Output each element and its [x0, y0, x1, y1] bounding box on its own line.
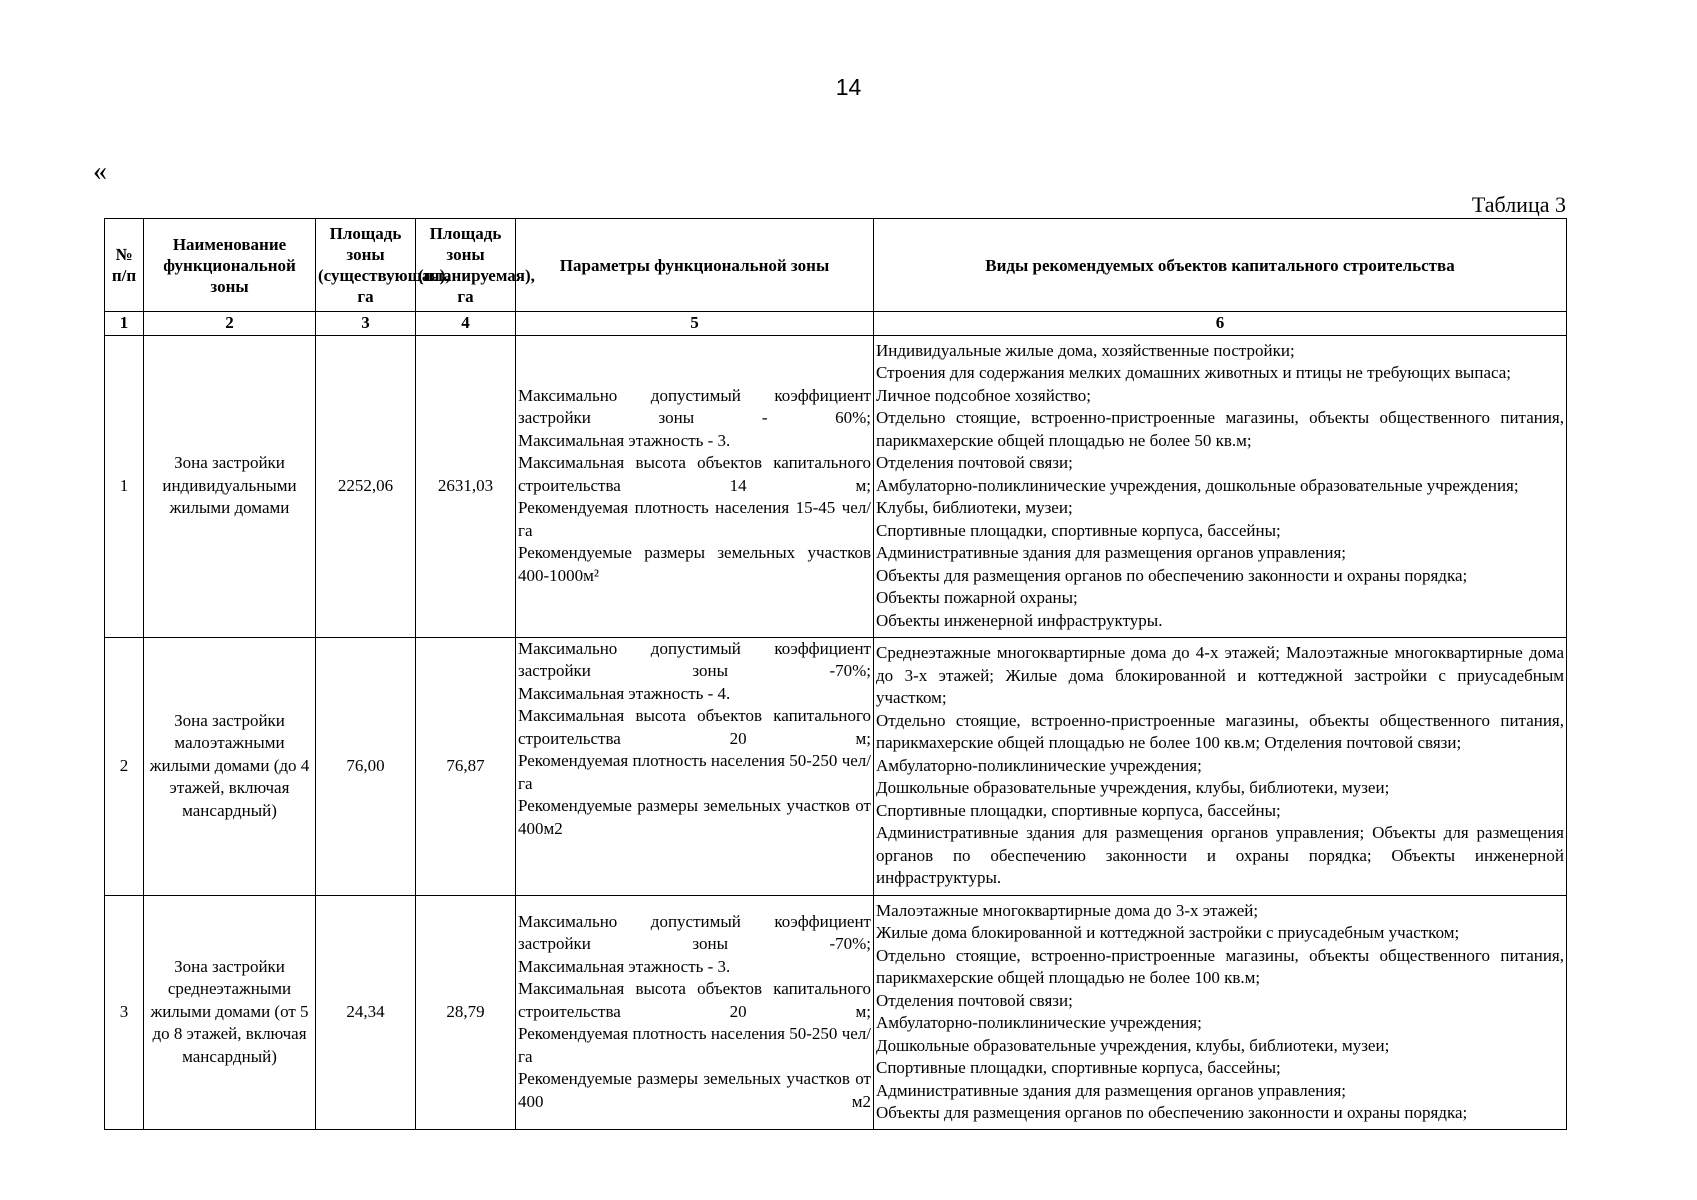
param-line: Максимальная высота объектов капитального строительства 20 м;	[518, 979, 871, 1021]
column-numbers-row	[105, 312, 1567, 336]
object-line: Объекты пожарной охраны;	[876, 588, 1078, 608]
object-line: Спортивные площадки, спортивные корпуса, бассейны;	[876, 520, 1281, 540]
row-number: 1	[105, 335, 144, 637]
area-planned: 2631,03	[416, 335, 516, 637]
column-number: 4	[416, 312, 516, 336]
object-line: Административные здания для размещения органов управления;	[876, 543, 1347, 563]
param-line: Рекомендуемые размеры земельных участков 400-1000м²	[518, 543, 871, 585]
object-line: Среднеэтажные многоквартирные дома до 4-х этажей; Малоэтажные многоквартирные дома до 3-х этажей; Жилые дома блокированной и коттеджной застройки с приусадебным участком;	[876, 643, 1564, 708]
table-row	[105, 335, 1567, 637]
area-planned: 76,87	[416, 637, 516, 895]
object-line: Индивидуальные жилые дома, хозяйственные постройки;	[876, 340, 1295, 360]
param-line: Рекомендуемая плотность населения 50-250 чел/га	[518, 751, 871, 793]
object-line: Амбулаторно-поликлинические учреждения, дошкольные образовательные учреждения;	[876, 475, 1519, 495]
param-line: Максимальная высота объектов капитального строительства 20 м;	[518, 706, 871, 748]
area-existing: 2252,06	[316, 335, 416, 637]
zone-name: Зона застройки индивидуальными жилыми домами	[144, 335, 316, 637]
object-line: Административные здания для размещения органов управления;	[876, 1080, 1347, 1100]
param-line: Максимальная высота объектов капитального строительства 14 м;	[518, 453, 871, 495]
area-existing: 24,34	[316, 895, 416, 1129]
zone-params	[516, 637, 874, 895]
object-line: Объекты для размещения органов по обеспечению законности и охраны порядка;	[876, 565, 1468, 585]
object-line: Амбулаторно-поликлинические учреждения;	[876, 1013, 1202, 1032]
zone-name: Зона застройки малоэтажными жилыми домами (до 4 этажей, включая мансардный)	[144, 637, 316, 895]
object-line: Отделения почтовой связи;	[876, 990, 1073, 1010]
column-number: 3	[316, 312, 416, 336]
column-number: 5	[516, 312, 874, 336]
object-line: Дошкольные образовательные учреждения, клубы, библиотеки, музеи;	[876, 778, 1390, 798]
zone-params	[516, 335, 874, 637]
column-number: 1	[105, 312, 144, 336]
object-line: Объекты для размещения органов по обеспечению законности и охраны порядка;	[876, 1103, 1468, 1122]
object-types	[874, 637, 1567, 895]
object-types	[874, 335, 1567, 637]
header-area-planned: Площадь зоны (планируемая), га	[416, 219, 516, 312]
object-types	[874, 895, 1567, 1129]
page-number: 14	[835, 74, 862, 100]
row-number: 2	[105, 637, 144, 895]
object-line: Спортивные площадки, спортивные корпуса, бассейны;	[876, 800, 1281, 820]
object-line: Спортивные площадки, спортивные корпуса, бассейны;	[876, 1058, 1281, 1077]
header-area-existing: Площадь зоны (существующая), га	[316, 219, 416, 312]
param-line: Максимальная этажность - 3.	[518, 956, 731, 976]
header-zone-name: Наименование функциональной зоны	[144, 219, 316, 312]
object-line: Административные здания для размещения органов управления; Объекты для размещения органов по обеспечению законности и охраны порядка; Объекты инженерной инфраструктуры.	[876, 823, 1564, 888]
param-line: Максимальная этажность - 3.	[518, 430, 731, 450]
param-line: Рекомендуемые размеры земельных участков от 400 м2	[518, 1069, 871, 1111]
object-line: Отдельно стоящие, встроенно-пристроенные магазины, объекты общественного питания, парикмахерские общей площадью не более 100 кв.м;	[876, 945, 1564, 987]
object-line: Отдельно стоящие, встроенно-пристроенные магазины, объекты общественного питания, парикмахерские общей площадью не более 100 кв.м; Отделения почтовой связи;	[876, 710, 1564, 753]
header-object-types: Виды рекомендуемых объектов капитального строительства	[874, 219, 1567, 312]
param-line: Рекомендуемые размеры земельных участков от 400м2	[518, 796, 871, 838]
object-line: Объекты инженерной инфраструктуры.	[876, 610, 1163, 630]
area-planned: 28,79	[416, 895, 516, 1129]
param-line: Максимальная этажность - 4.	[518, 683, 731, 703]
zone-name: Зона застройки среднеэтажными жилыми домами (от 5 до 8 этажей, включая мансардный)	[144, 895, 316, 1129]
area-existing: 76,00	[316, 637, 416, 895]
object-line: Личное подсобное хозяйство;	[876, 385, 1091, 405]
opening-quote: «	[93, 156, 107, 187]
table-caption: Таблица 3	[1471, 192, 1566, 217]
param-line: Рекомендуемая плотность населения 50-250 чел/га	[518, 1024, 871, 1066]
zone-params	[516, 895, 874, 1129]
param-line: Максимально допустимый коэффициент застройки зоны -70%;	[518, 911, 871, 954]
object-line: Амбулаторно-поликлинические учреждения;	[876, 755, 1202, 775]
object-line: Жилые дома блокированной и коттеджной застройки с приусадебным участком;	[876, 923, 1460, 942]
param-line: Максимально допустимый коэффициент застройки зоны - 60%;	[518, 385, 871, 428]
table-header-row	[105, 219, 1567, 312]
table-row	[105, 637, 1567, 895]
object-line: Малоэтажные многоквартирные дома до 3-х этажей;	[876, 900, 1259, 920]
header-number: № п/п	[105, 219, 144, 312]
object-line: Отделения почтовой связи;	[876, 453, 1073, 473]
row-number: 3	[105, 895, 144, 1129]
column-number: 2	[144, 312, 316, 336]
object-line: Дошкольные образовательные учреждения, клубы, библиотеки, музеи;	[876, 1035, 1390, 1055]
header-zone-params: Параметры функциональной зоны	[516, 219, 874, 312]
table-row	[105, 895, 1567, 1129]
functional-zones-table	[104, 218, 1567, 1130]
object-line: Клубы, библиотеки, музеи;	[876, 498, 1073, 518]
param-line: Рекомендуемая плотность населения 15-45 чел/га	[518, 498, 871, 540]
column-number: 6	[874, 312, 1567, 336]
object-line: Отдельно стоящие, встроенно-пристроенные магазины, объекты общественного питания, парикмахерские общей площадью не более 50 кв.м;	[876, 408, 1564, 450]
param-line: Максимально допустимый коэффициент застройки зоны -70%;	[518, 638, 871, 680]
object-line: Строения для содержания мелких домашних животных и птицы не требующих выпаса;	[876, 363, 1512, 383]
